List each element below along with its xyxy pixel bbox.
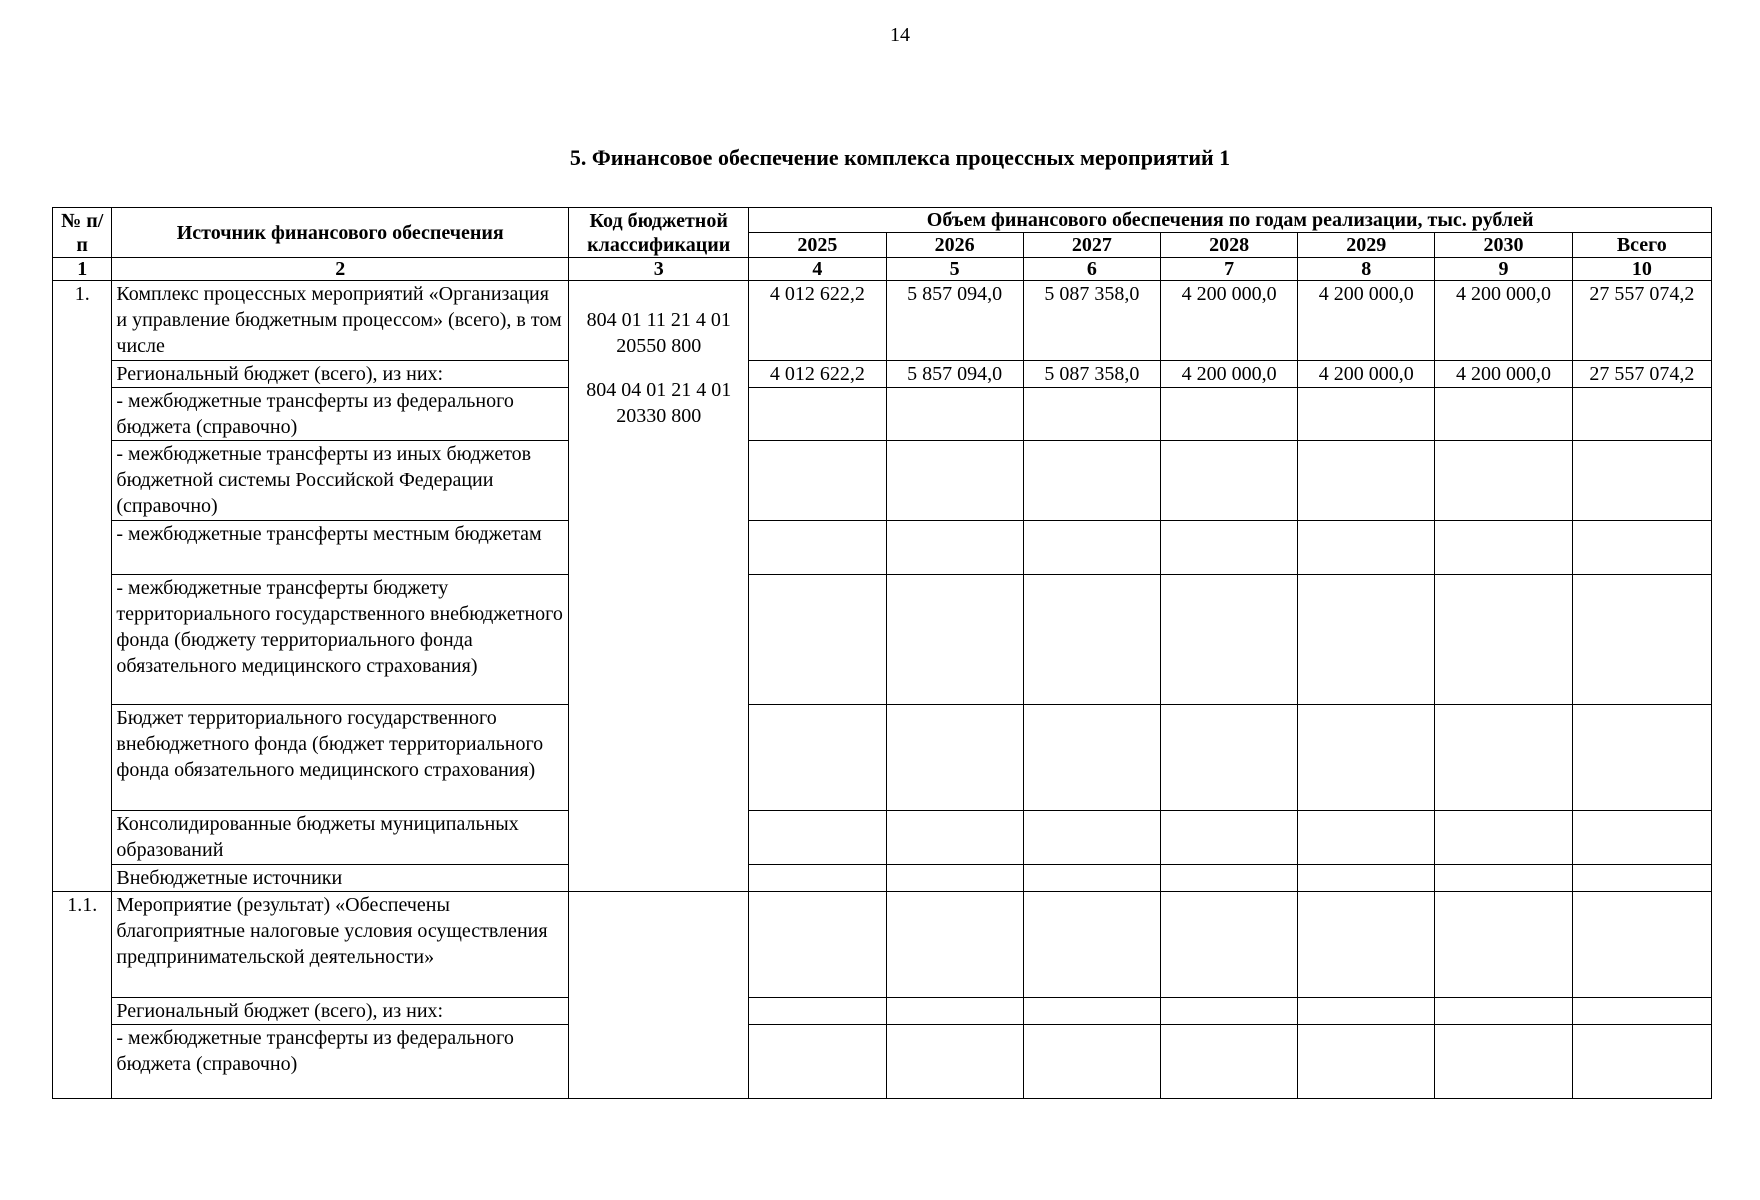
year-value xyxy=(1298,441,1435,521)
year-value xyxy=(749,575,886,705)
funding-source-label: - межбюджетные трансферты из иных бюджетов бюджетной системы Российской Федерации (справочно) xyxy=(112,441,569,521)
year-value xyxy=(749,998,886,1025)
total-value xyxy=(1572,575,1711,705)
year-value xyxy=(1023,892,1160,998)
row-number: 1. xyxy=(53,281,112,892)
year-value xyxy=(1435,388,1572,441)
year-value: 5 087 358,0 xyxy=(1023,281,1160,361)
year-value xyxy=(1298,575,1435,705)
table-body xyxy=(53,281,1712,1099)
column-index: 4 xyxy=(749,258,886,281)
header-year: 2027 xyxy=(1023,233,1160,258)
header-total: Всего xyxy=(1572,233,1711,258)
table-row xyxy=(53,865,1712,892)
year-value xyxy=(1023,705,1160,811)
year-value xyxy=(1435,811,1572,865)
funding-source-label: Консолидированные бюджеты муниципальных образований xyxy=(112,811,569,865)
year-value xyxy=(1435,521,1572,575)
year-value xyxy=(1023,441,1160,521)
table-row xyxy=(53,441,1712,521)
year-value xyxy=(749,441,886,521)
year-value xyxy=(1298,892,1435,998)
year-value xyxy=(1435,575,1572,705)
year-value xyxy=(1435,705,1572,811)
funding-source-label: - межбюджетные трансферты из федерального бюджета (справочно) xyxy=(112,1025,569,1099)
year-value xyxy=(1160,575,1297,705)
total-value: 27 557 074,2 xyxy=(1572,281,1711,361)
year-value xyxy=(1160,1025,1297,1099)
table-row xyxy=(53,521,1712,575)
funding-source-label: - межбюджетные трансферты из федерального бюджета (справочно) xyxy=(112,388,569,441)
header-year: 2030 xyxy=(1435,233,1572,258)
year-value xyxy=(1298,705,1435,811)
year-value xyxy=(1023,1025,1160,1099)
year-value xyxy=(1160,705,1297,811)
table-row xyxy=(53,892,1712,998)
total-value xyxy=(1572,998,1711,1025)
funding-source-label: - межбюджетные трансферты местным бюджетам xyxy=(112,521,569,575)
table-row xyxy=(53,575,1712,705)
header-source: Источник финансового обеспечения xyxy=(112,208,569,258)
year-value xyxy=(1160,892,1297,998)
year-value xyxy=(1435,998,1572,1025)
year-value xyxy=(749,811,886,865)
year-value xyxy=(1298,1025,1435,1099)
column-index: 6 xyxy=(1023,258,1160,281)
table-row xyxy=(53,388,1712,441)
budget-code-cell xyxy=(569,892,749,1099)
table-row xyxy=(53,281,1712,361)
year-value xyxy=(749,388,886,441)
total-value xyxy=(1572,521,1711,575)
year-value xyxy=(1160,388,1297,441)
year-value xyxy=(886,892,1023,998)
table-row xyxy=(53,361,1712,388)
column-index: 10 xyxy=(1572,258,1711,281)
year-value xyxy=(1023,575,1160,705)
budget-code-line: 20330 800 xyxy=(616,405,702,427)
total-value xyxy=(1572,1025,1711,1099)
year-value xyxy=(1023,998,1160,1025)
header-year: 2025 xyxy=(749,233,886,258)
year-value xyxy=(1298,388,1435,441)
column-index: 8 xyxy=(1298,258,1435,281)
funding-source-label: - межбюджетные трансферты бюджету территориального государственного внебюджетного фонда (бюджету территориального фонда обязательного медицинского страхования) xyxy=(112,575,569,705)
column-index: 5 xyxy=(886,258,1023,281)
header-year: 2028 xyxy=(1160,233,1297,258)
funding-source-label: Бюджет территориального государственного внебюджетного фонда (бюджет территориального фонда обязательного медицинского страхования) xyxy=(112,705,569,811)
year-value xyxy=(749,892,886,998)
table-row xyxy=(53,705,1712,811)
year-value xyxy=(1298,998,1435,1025)
budget-code-cell xyxy=(569,281,749,892)
year-value: 5 857 094,0 xyxy=(886,361,1023,388)
year-value xyxy=(1298,521,1435,575)
budget-code-line: 20550 800 xyxy=(616,335,702,357)
total-value xyxy=(1572,865,1711,892)
column-index: 9 xyxy=(1435,258,1572,281)
year-value xyxy=(886,865,1023,892)
year-value xyxy=(1298,865,1435,892)
total-value: 27 557 074,2 xyxy=(1572,361,1711,388)
year-value: 4 200 000,0 xyxy=(1160,361,1297,388)
column-index: 7 xyxy=(1160,258,1297,281)
year-value xyxy=(749,705,886,811)
year-value xyxy=(1435,441,1572,521)
header-year: 2029 xyxy=(1298,233,1435,258)
table-row xyxy=(53,1025,1712,1099)
year-value xyxy=(1023,521,1160,575)
total-value xyxy=(1572,441,1711,521)
year-value xyxy=(1435,892,1572,998)
column-index: 2 xyxy=(112,258,569,281)
year-value xyxy=(1160,521,1297,575)
budget-code-line: 804 01 11 21 4 01 xyxy=(586,309,731,331)
year-value: 5 087 358,0 xyxy=(1023,361,1160,388)
document-title: 5. Финансовое обеспечение комплекса процессных мероприятий 1 xyxy=(569,145,1231,170)
year-value xyxy=(1160,811,1297,865)
year-value: 4 200 000,0 xyxy=(1298,281,1435,361)
header-year: 2026 xyxy=(886,233,1023,258)
financing-table xyxy=(52,207,1712,1099)
column-index: 3 xyxy=(569,258,749,281)
column-index: 1 xyxy=(53,258,112,281)
year-value xyxy=(1160,441,1297,521)
page-number: 14 xyxy=(890,24,910,46)
table-header xyxy=(53,208,1712,281)
year-value: 4 012 622,2 xyxy=(749,281,886,361)
row-number: 1.1. xyxy=(53,892,112,1099)
year-value xyxy=(749,865,886,892)
year-value: 4 200 000,0 xyxy=(1435,361,1572,388)
year-value: 5 857 094,0 xyxy=(886,281,1023,361)
total-value xyxy=(1572,892,1711,998)
total-value xyxy=(1572,811,1711,865)
year-value: 4 200 000,0 xyxy=(1160,281,1297,361)
year-value xyxy=(1023,811,1160,865)
header-row xyxy=(53,208,1712,233)
year-value xyxy=(886,998,1023,1025)
header-code: Код бюджетной классификации xyxy=(569,208,749,258)
total-value xyxy=(1572,705,1711,811)
year-value xyxy=(886,441,1023,521)
funding-source-label: Комплекс процессных мероприятий «Организация и управление бюджетным процессом» (всего), в том числе xyxy=(112,281,569,361)
year-value: 4 200 000,0 xyxy=(1298,361,1435,388)
year-value xyxy=(749,1025,886,1099)
year-value xyxy=(1160,998,1297,1025)
year-value xyxy=(886,1025,1023,1099)
funding-source-label: Внебюджетные источники xyxy=(112,865,569,892)
year-value xyxy=(1160,865,1297,892)
table-row xyxy=(53,998,1712,1025)
funding-source-label: Мероприятие (результат) «Обеспечены благоприятные налоговые условия осуществления предпринимательской деятельности» xyxy=(112,892,569,998)
total-value xyxy=(1572,388,1711,441)
table-row xyxy=(53,811,1712,865)
year-value xyxy=(886,388,1023,441)
year-value xyxy=(749,521,886,575)
year-value xyxy=(886,575,1023,705)
year-value xyxy=(1023,865,1160,892)
funding-source-label: Региональный бюджет (всего), из них: xyxy=(112,361,569,388)
funding-source-label: Региональный бюджет (всего), из них: xyxy=(112,998,569,1025)
year-value xyxy=(886,705,1023,811)
year-value xyxy=(1435,1025,1572,1099)
header-volume: Объем финансового обеспечения по годам реализации, тыс. рублей xyxy=(749,208,1712,233)
budget-code-line: 804 04 01 21 4 01 xyxy=(586,379,732,401)
year-value xyxy=(1435,865,1572,892)
year-value: 4 012 622,2 xyxy=(749,361,886,388)
year-value xyxy=(886,811,1023,865)
year-value xyxy=(1298,811,1435,865)
year-value xyxy=(886,521,1023,575)
header-num: № п/п xyxy=(53,208,112,258)
header-index-row xyxy=(53,258,1712,281)
year-value: 4 200 000,0 xyxy=(1435,281,1572,361)
year-value xyxy=(1023,388,1160,441)
